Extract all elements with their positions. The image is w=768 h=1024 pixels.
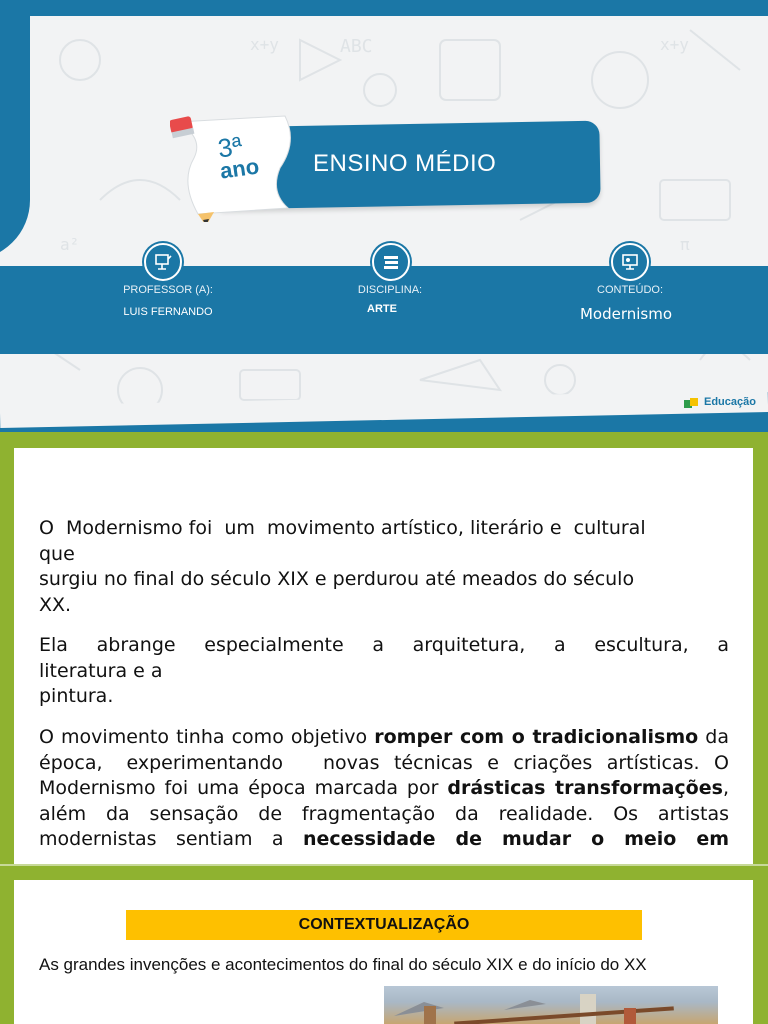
paragraph-2 [39,633,729,710]
paragraph-3-text: novas [323,751,380,774]
paragraph-2-line: Ela abrange especialmente a arquitetura, a escultura, a [39,634,729,656]
title-slide [0,0,768,432]
paragraph-3-text: técnicas e criações artísticas. [393,751,700,774]
paragraph-3-text: O movimento tinha como objetivo [39,726,368,748]
paragraph-2-line: literatura e a [39,659,163,682]
section-heading: CONTEXTUALIZAÇÃO [298,916,470,933]
content-name: Modernismo [579,305,673,323]
subject-name: ARTE [367,303,397,315]
paragraph-3-bold: necessidade de mudar o meio em [302,828,729,850]
doodle-background-icon [0,0,768,432]
projector-screen-icon [611,243,649,281]
paragraph-3-line [39,725,729,853]
logo-icon [684,398,702,410]
paragraph-3-bold: romper com o tradicionalismo [374,726,699,748]
grade-number: 3ª [215,130,244,164]
page-title: ENSINO MÉDIO [313,150,497,177]
slide-separator [0,864,768,866]
paragraph-1 [39,516,729,618]
paragraph-3-text: O Modernismo foi uma época marcada por [39,751,730,799]
subject-label: DISCIPLINA: [357,284,423,296]
paragraph-2-line: pintura. [39,685,114,707]
teacher-label: PROFESSOR (A): [123,284,213,296]
painting-image [384,986,718,1024]
svg-text:x+y: x+y [660,35,689,54]
svg-text:π: π [680,235,690,254]
paragraph-1-line: surgiu no final do século XIX e perdurou até meados do século [39,568,635,590]
logo-text: Educação [704,396,756,408]
svg-text:x+y: x+y [250,35,279,54]
teacher-name: LUIS FERNANDO [123,306,213,318]
stack-books-icon [372,243,410,281]
paragraph-3-text: experimentando [126,751,284,774]
content-slide [14,448,753,864]
paragraph-1-line: XX. [39,593,72,616]
paragraph-3 [39,725,729,853]
paragraph-3-bold: drásticas transformações [447,777,723,799]
paragraph-1-line: que [39,542,75,565]
svg-text:ABC: ABC [340,36,373,57]
grade-word: ano [218,153,261,184]
presentation-board-icon [144,243,182,281]
context-text: As grandes invenções e acontecimentos do final do século XIX e do início do XX [39,955,647,974]
content-label: CONTEÚDO: [597,284,663,296]
paragraph-3-text: da época, [39,726,729,774]
context-slide [14,880,753,1024]
svg-text:a²: a² [60,235,80,254]
paragraph-1-line: O Modernismo foi um movimento artístico, literário e cultural [39,517,646,539]
paragraph-3-text: , além da sensação de fragmentação da realidade. Os artistas modernistas sentiam a [39,777,729,850]
